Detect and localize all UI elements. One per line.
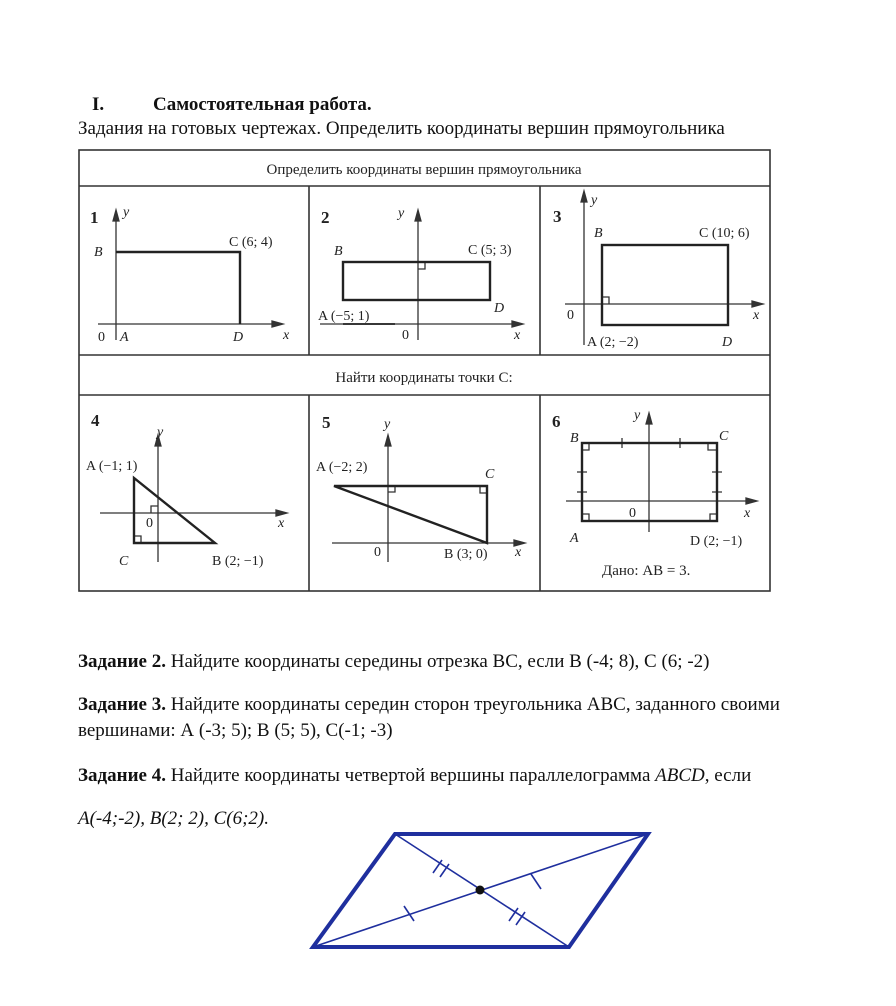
axis-arrows [113,210,283,327]
axis-arrows [581,191,763,307]
label-c: C (10; 6) [699,226,750,241]
intersection-point [476,886,485,895]
panel-2 [318,206,523,343]
origin: 0 [629,506,636,521]
label-d: D [494,301,505,316]
task-4-tail: , если [704,765,752,786]
panel-1 [90,205,290,345]
task-3-line2: вершинами: А (-3; 5); В (5; 5), С(-1; -3) [78,720,393,741]
origin: 0 [146,516,153,531]
task-3 [78,694,780,716]
axis-arrows [415,210,523,327]
task-2-text: Найдите координаты середины отрезка ВС, если В (-4; 8), С (6; -2) [165,651,710,672]
label-c: C [485,467,495,482]
y-label: y [591,193,598,208]
label-a: A (−5; 1) [318,309,370,324]
intro-text: Задания на готовых чертежах. Определить координаты вершин прямоугольника [78,118,725,139]
label-a: A [120,330,129,345]
task-4-abcd: ABCD [655,765,705,786]
axis-arrows [385,435,525,546]
label-d: D [722,335,733,350]
header2: Найти координаты точки C: [335,370,513,386]
panel-number: 5 [322,413,331,432]
task-3-text: Найдите координаты середин сторон треугольника АВС, заданного своими [165,694,780,715]
x-label: x [753,308,760,323]
given-note: Дано: AB = 3. [602,563,691,579]
panel-5 [316,413,525,562]
y-label: y [157,425,164,440]
panel-number: 2 [321,208,330,227]
label-a: A (−2; 2) [316,460,368,475]
label-c: C (6; 4) [229,235,273,250]
task-2-label: Задание 2. [78,651,166,672]
x-label: x [278,516,285,531]
label-b: B [334,244,343,259]
rectangle [343,262,490,300]
x-label: x [514,328,521,343]
task-3-label: Задание 3. [78,694,166,715]
triangle [334,486,487,543]
parallelogram-figure [313,834,648,947]
label-b: B [594,226,603,241]
origin: 0 [402,328,409,343]
axis-arrows [155,435,287,516]
x-label: x [515,545,522,560]
label-c: C [119,554,129,569]
axis-arrows [646,413,757,504]
label-c: C [719,429,729,444]
label-b: B [94,245,103,260]
task-4-label: Задание 4. [78,765,166,786]
task-4 [78,765,751,787]
panel-6 [552,408,757,579]
y-label: y [634,408,641,423]
panel-number: 4 [91,411,100,430]
label-d: D [233,330,244,345]
y-label: y [398,206,405,221]
label-a: A [570,531,579,546]
origin: 0 [567,308,574,323]
origin: 0 [374,545,381,560]
panel-number: 1 [90,208,99,227]
y-label: y [384,417,391,432]
y-label: y [123,205,130,220]
section-number: I. [92,94,105,115]
label-c: C (5; 3) [468,243,512,258]
label-a: A (2; −2) [587,335,639,350]
task-4-text: Найдите координаты четвертой вершины параллелограмма [165,765,656,786]
label-d: D (2; −1) [690,534,743,549]
label-b: B (3; 0) [444,547,488,562]
section-title: Самостоятельная работа. [153,94,372,115]
label-b: B (2; −1) [212,554,264,569]
x-label: x [744,506,751,521]
label-b: B [570,431,579,446]
origin: 0 [98,330,105,345]
origin-square [151,506,158,513]
panel-3 [553,191,763,350]
header1: Определить координаты вершин прямоугольника [266,162,582,178]
panel-4 [86,411,287,569]
task-4-given: A(-4;-2), B(2; 2), C(6;2). [78,808,269,829]
task-2 [78,651,709,673]
triangle [134,478,215,543]
panel-number: 6 [552,412,561,431]
rectangle [116,252,240,324]
panel-number: 3 [553,207,562,226]
label-a: A (−1; 1) [86,459,138,474]
rectangle [602,245,728,325]
x-label: x [283,328,290,343]
